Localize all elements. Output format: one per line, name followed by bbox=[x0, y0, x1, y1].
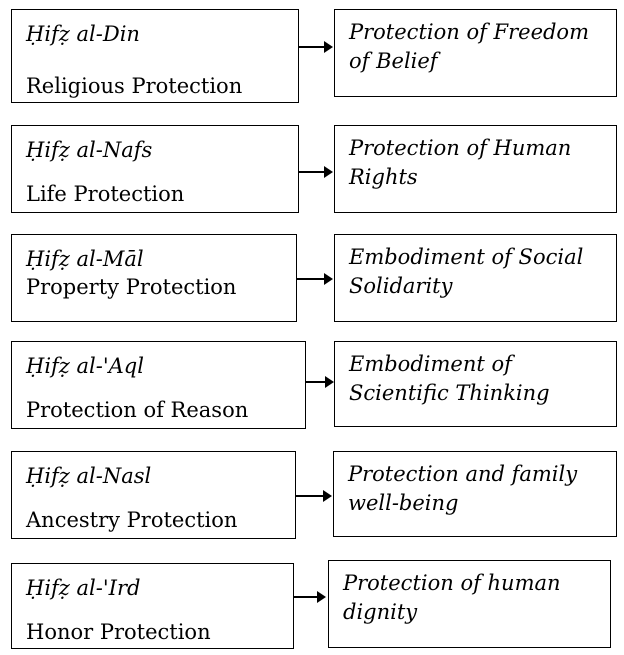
maqasid-term: Ḥifẓ al-Nasl bbox=[26, 464, 152, 488]
maqasid-subtitle: Religious Protection bbox=[26, 74, 243, 98]
goal-box-belief bbox=[334, 9, 617, 97]
arrow-right-icon bbox=[299, 164, 335, 180]
maqasid-box-nasl bbox=[11, 451, 296, 539]
goal-box-human-dignity bbox=[328, 560, 611, 648]
goal-box-family-wellbeing bbox=[333, 451, 617, 537]
maqasid-subtitle: Ancestry Protection bbox=[26, 508, 238, 532]
arrow-right-icon bbox=[294, 589, 328, 605]
goal-box-social-solidarity bbox=[334, 234, 617, 322]
arrow-right-icon bbox=[296, 488, 334, 504]
maqasid-subtitle: Honor Protection bbox=[26, 620, 211, 644]
maqasid-term: Ḥifẓ al-Din bbox=[26, 22, 140, 46]
goal-box-scientific-thinking bbox=[334, 341, 617, 427]
maqasid-term: Ḥifẓ al-'Aql bbox=[26, 354, 144, 378]
arrow-right-icon bbox=[306, 374, 336, 390]
maqasid-box-mal bbox=[11, 234, 297, 322]
maqasid-box-din bbox=[11, 9, 299, 103]
arrow-right-icon bbox=[299, 39, 335, 55]
arrow-right-icon bbox=[297, 271, 335, 287]
maqasid-term: Ḥifẓ al-'Ird bbox=[26, 576, 141, 600]
goal-text: Protection and family well-being bbox=[348, 462, 578, 515]
maqasid-subtitle: Protection of Reason bbox=[26, 398, 249, 422]
maqasid-term: Ḥifẓ al-Nafs bbox=[26, 138, 153, 162]
goal-text: Protection of Human Rights bbox=[349, 136, 572, 189]
goal-text: Protection of Freedom of Belief bbox=[349, 20, 589, 73]
maqasid-box-ird bbox=[11, 563, 294, 649]
goal-text: Embodiment of Social Solidarity bbox=[349, 245, 584, 298]
goal-text: Protection of human dignity bbox=[343, 571, 561, 624]
maqasid-box-nafs bbox=[11, 125, 299, 213]
maqasid-subtitle: Property Protection bbox=[26, 275, 237, 299]
maqasid-term: Ḥifẓ al-Māl bbox=[26, 247, 144, 271]
goal-text: Embodiment of Scientific Thinking bbox=[349, 352, 550, 405]
maqasid-subtitle: Life Protection bbox=[26, 182, 185, 206]
goal-box-human-rights bbox=[334, 125, 617, 213]
maqasid-box-aql bbox=[11, 341, 306, 429]
